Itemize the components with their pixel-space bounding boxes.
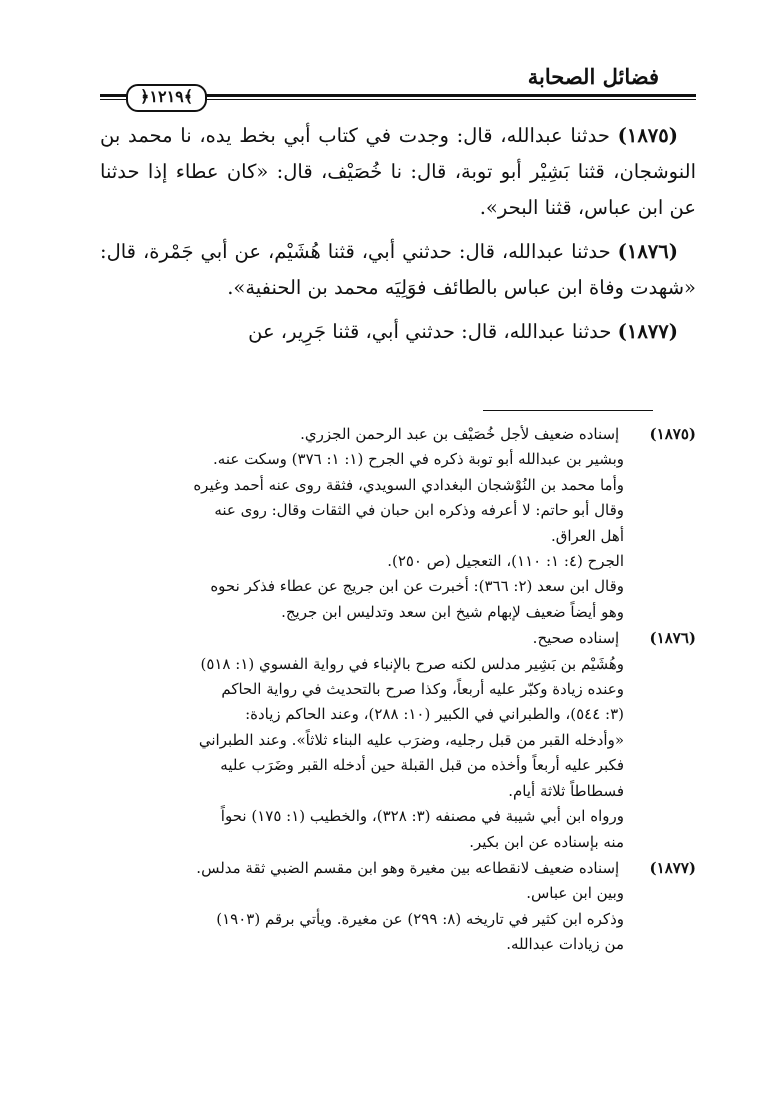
footnote-line: وأما محمد بن النُوْشجان البغدادي السويدي، فثقة روى عنه أحمد وغيره <box>193 475 624 494</box>
footnote-number: (١٨٧٥) <box>649 425 696 443</box>
hadith-text: حدثنا عبدالله، قال: وجدت في كتاب أبي بخط يده، نا محمد بن النوشجان، قثنا بَشِيْر أبو توبة، قال: نا خُصَيْف، قال: «كان عطاء إذا حدثنا عن ابن عباس، قثنا البحر». <box>100 124 696 219</box>
hadith-paragraph <box>100 234 696 306</box>
footnote-number: (١٨٧٦) <box>649 629 696 648</box>
hadith-text: حدثنا عبدالله، قال: حدثني أبي، قثنا هُشَيْم، عن أبي جَمْرة، قال: «شهدت وفاة ابن عباس بالطائف فوَلِيَه محمد بن الحنفية». <box>100 240 696 299</box>
footnote-line: من زيادات عبدالله. <box>506 935 624 954</box>
footnote-number: (١٨٧٧) <box>649 858 696 877</box>
hadith-text: حدثنا عبدالله، قال: حدثني أبي، قثنا جَرِير، عن <box>248 320 612 343</box>
main-text <box>100 118 696 358</box>
footnote-line: وهو أيضاً ضعيف لإبهام شيخ ابن سعد وتدليس ابن جريج. <box>281 602 624 621</box>
footnote <box>100 856 696 958</box>
footnote-line: وقال أبو حاتم: لا أعرفه وذكره ابن حبان في الثقات وقال: روى عنه <box>214 501 624 520</box>
footnote <box>100 422 696 625</box>
hadith-paragraph <box>100 314 696 350</box>
footnote-line: (١٨٧٧) إسناده ضعيف لانقطاعه بين مغيرة وهو ابن مقسم الضبي ثقة مدلس. <box>100 856 696 881</box>
running-header-title: فضائل الصحابة <box>527 64 659 89</box>
footnotes <box>100 422 696 959</box>
hadith-paragraph <box>100 118 696 226</box>
footnote-line: فسطاطاً ثلاثة أيام. <box>508 781 624 800</box>
footnote <box>100 626 696 855</box>
footnote-line: أهل العراق. <box>550 526 624 545</box>
hadith-number: (١٨٧٦) <box>617 240 678 263</box>
hadith-number: (١٨٧٥) <box>617 124 678 147</box>
hadith-number: (١٨٧٧) <box>617 320 678 343</box>
footnote-line: «وأدخله القبر من قبل رجليه، وضرَب عليه البناء ثلاثاً». وعند الطبراني <box>198 730 624 749</box>
footnote-separator <box>483 410 653 411</box>
footnote-line: فكبر عليه أربعاً وأخذه من قبل القبلة حين أدخله القبر وضَرَب عليه <box>220 756 624 775</box>
footnote-line: (٣: ٥٤٤)، والطبراني في الكبير (١٠: ٢٨٨)، وعند الحاكم زيادة: <box>245 705 624 724</box>
footnote-line: وقال ابن سعد (٢: ٣٦٦): أخبرت عن ابن جريج عن عطاء فذكر نحوه <box>210 577 624 596</box>
footnote-line: وهُشَيْم بن بَشِير مدلس لكنه صرح بالإنباء في رواية الفسوي (١: ٥١٨) <box>200 654 624 673</box>
footnote-line: وذكره ابن كثير في تاريخه (٨: ٢٩٩) عن مغيرة. ويأتي برقم (١٩٠٣) <box>216 909 624 928</box>
footnote-line: الجرح (٤: ١: ١١٠)، التعجيل (ص ٢٥٠). <box>387 552 624 571</box>
footnote-line: منه بإسناده عن ابن بكير. <box>469 832 624 851</box>
page-number: ﴿١٢١٩﴾ <box>126 84 207 112</box>
footnote-line: ورواه ابن أبي شيبة في مصنفه (٣: ٣٢٨)، والخطيب (١: ١٧٥) نحواً <box>220 807 624 826</box>
footnote-line: وبين ابن عباس. <box>526 884 624 903</box>
footnote-line: وعنده زيادة وكبّر عليه أربعاً، وكذا صرح بالتحديث في رواية الحاكم <box>221 680 624 699</box>
footnote-line: وبشير بن عبدالله أبو توبة ذكره في الجرح (١: ١: ٣٧٦) وسكت عنه. <box>213 450 624 469</box>
footnote-line: (١٨٧٦) إسناده صحيح. <box>100 626 696 651</box>
footnote-line: (١٨٧٥) إسناده ضعيف لأجل خُصَيْف بن عبد الرحمن الجزري. <box>100 422 696 447</box>
